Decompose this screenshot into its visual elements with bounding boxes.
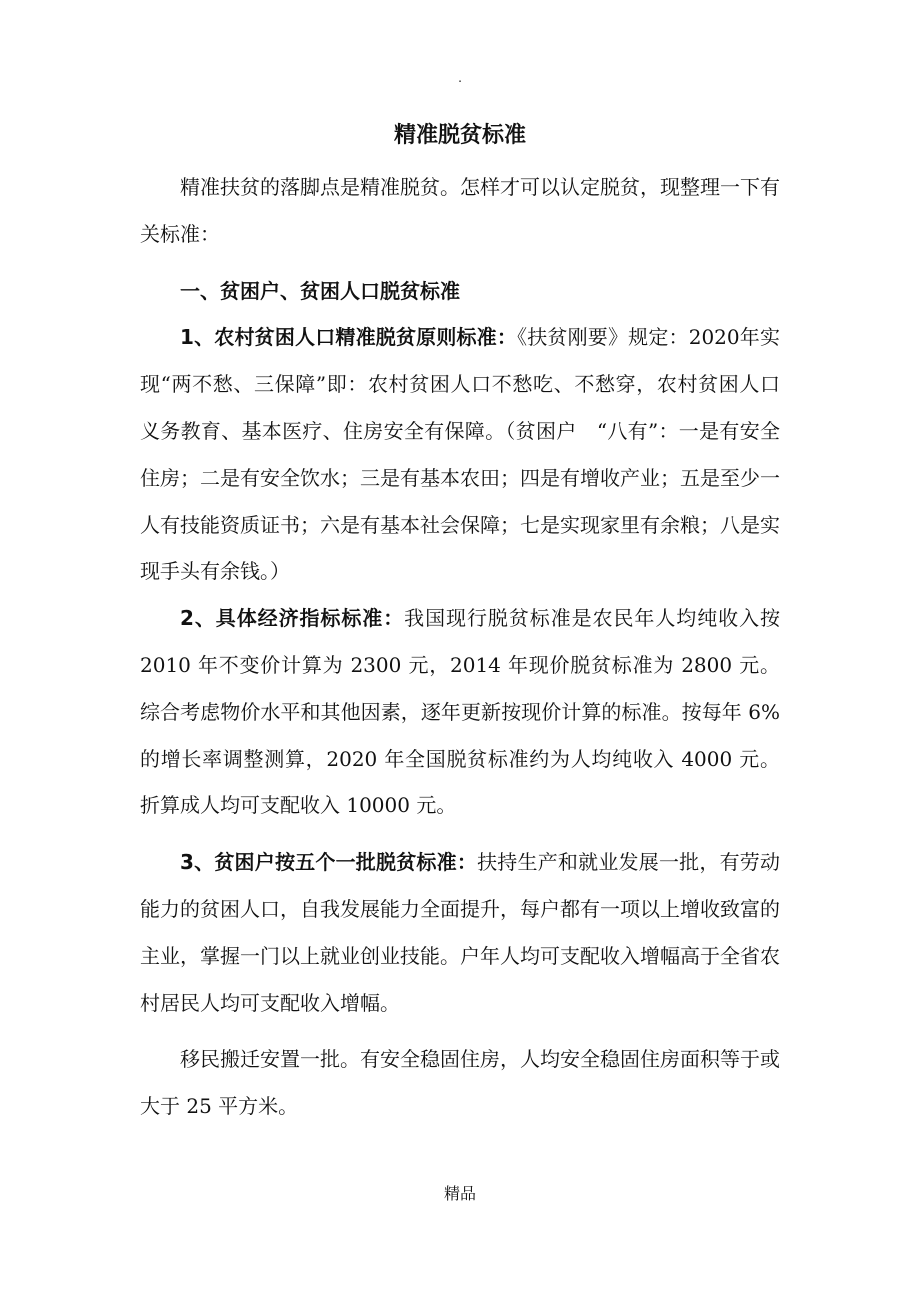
item-3-text: 扶持生产和就业发展一批，有劳动能力的贫困人口，自我发展能力全面提升，每户都有一项以上增收致富的主业，掌握一门以上就业创业技能。户年人均可支配收入增幅高于全省农村居民人均可支配收入增幅。 (140, 850, 780, 1015)
page-footer: 精品 (443, 1184, 476, 1203)
item-1-paragraph (140, 314, 780, 595)
item-2-text: 我国现行脱贫标准是农民年人均纯收入按2010 年不变价计算为 2300 元，2014 年现价脱贫标准为 2800 元。综合考虑物价水平和其他因素，逐年更新按现价计算的标准。按每年 6%的增长率调整测算，2020 年全国脱贫标准约为人均纯收入 4000 元。折算成人均可支配收入 10000 元。 (140, 606, 781, 818)
relocation-paragraph: 移民搬迁安置一批。有安全稳固住房，人均安全稳固住房面积等于或大于 25 平方米。 (140, 1047, 780, 1119)
section-heading-text: 一、贫困户、贫困人口脱贫标准 (180, 278, 460, 303)
item-3-lead: 3、贫困户按五个一批脱贫标准： (180, 850, 478, 875)
item-1-text: 《扶贫刚要》规定：2020年实现“两不愁、三保障”即：农村贫困人口不愁吃、不愁穿，农村贫困人口义务教育、基本医疗、住房安全有保障。（贫困户 “八有”：一是有安全住房；二是有安全饮水；三是有基本农田；四是有增收产业；五是至少一人有技能资质证书；六是有基本社会保障；七是实现家里有余粮；八是实现手头有余钱。） (140, 325, 780, 584)
intro-paragraph: 精准扶贫的落脚点是精准脱贫。怎样才可以认定脱贫，现整理一下有关标准： (140, 175, 780, 246)
header-mark: . (458, 71, 462, 85)
document-title: 精准脱贫标准 (393, 123, 526, 148)
item-1-lead: 1、农村贫困人口精准脱贫原则标准： (180, 325, 518, 350)
section-heading (140, 268, 780, 315)
document-body (140, 164, 780, 1130)
item-2-lead: 2、具体经济指标标准： (180, 606, 405, 631)
item-2-paragraph (140, 595, 780, 829)
item-3-paragraph (140, 839, 780, 1026)
